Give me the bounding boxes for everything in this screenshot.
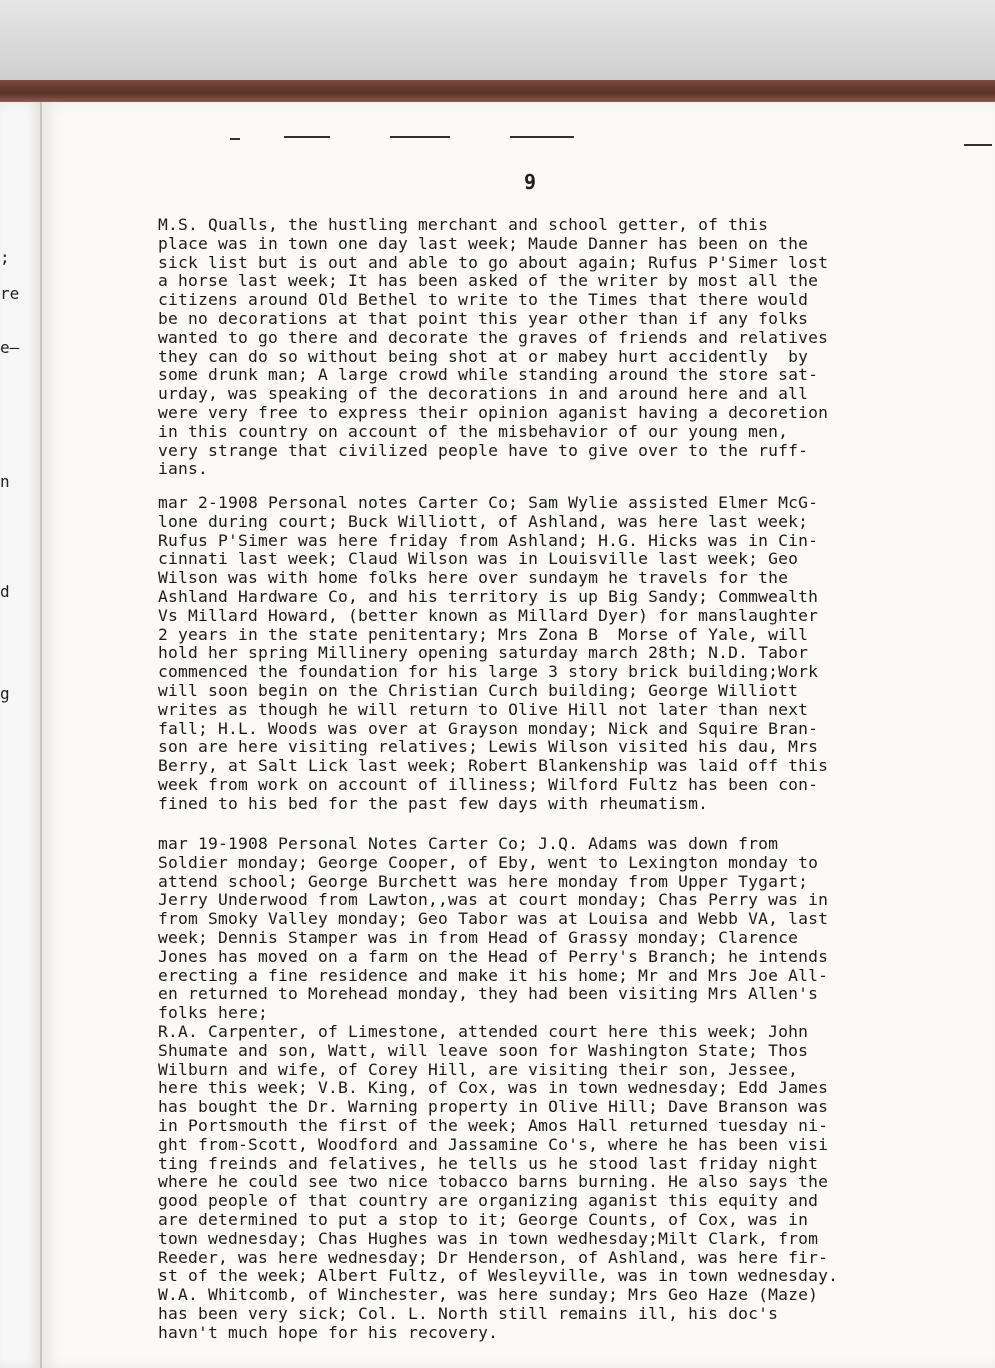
scan-background-top bbox=[0, 0, 995, 80]
left-page-fragment: re bbox=[0, 284, 20, 303]
left-page-edge bbox=[0, 102, 42, 1368]
left-page-fragment: d bbox=[0, 582, 10, 601]
left-page-fragment: g bbox=[0, 684, 10, 703]
header-dash bbox=[390, 136, 450, 138]
left-page-fragment: n bbox=[0, 472, 10, 491]
entry-paragraph-2: mar 2-1908 Personal notes Carter Co; Sam Wylie assisted Elmer McG- lone during court; Buck Williott, of Ashland, was here last week; Rufus P'Simer was here friday from Ashland; H.G. Hicks was in Cin- cinnati last week; Claud Wilson was in Louisville last week; Geo Wilson was with home folks here over sundaym he travels for the Ashland Hardware Co, and his territory is up Big Sandy; Commwealth Vs Millard Howard, (better known as Millard Dyer) for manslaughter 2 years in the state penitentary; Mrs Zona B Morse of Yale, will hold her spring Millinery opening saturday march 28th; N.D. Tabor commenced the foundation for his large 3 story brick building;Work will soon begin on the Christian Curch building; George Williott writes as though he will return to Olive Hill not later than next fall; H.L. Woods was over at Grayson monday; Nick and Squire Bran- son are here visiting relatives; Lewis Wilson visited his dau, Mrs Berry, at Salt Lick last week; Robert Blankenship was laid off this week from work on account of illiness; Wilford Fultz has been con- fined to his bed for the past few days with rheumatism. bbox=[158, 493, 829, 813]
header-dash bbox=[284, 136, 330, 138]
header-dash bbox=[964, 144, 992, 146]
entry-paragraph-3: mar 19-1908 Personal Notes Carter Co; J.Q. Adams was down from Soldier monday; George Cooper, of Eby, went to Lexington monday to attend school; George Burchett was here monday from Upper Tygart; Jerry Underwood from Lawton,,was at court monday; Chas Perry was in from Smoky Valley monday; Geo Tabor was at Louisa and Webb VA, last week; Dennis Stamper was in from Head of Grassy monday; Clarence Jones has moved on a farm on the Head of Perry's Branch; he intends erecting a fine residence and make it his home; Mr and Mrs Joe All- en returned to Morehead monday, they had been visiting Mrs Allen's folks here; R.A. Carpenter, of Limestone, attended court here this week; John Shumate and son, Watt, will leave soon for Washington State; Thos Wilburn and wife, of Corey Hill, are visiting their son, Jessee, here this week; V.B. King, of Cox, was in town wednesday; Edd James has bought the Dr. Warning property in Olive Hill; Dave Branson was in Portsmouth the first of the week; Amos Hall returned tuesday ni- ght from-Scott, Woodford and Jassamine Co's, where he has been visi ting freinds and felatives, he tells us he stood last friday night where he could see two nice tobacco barns burning. He also says the good people of that country are organizing aganist this equity and are determined to put a stop to it; George Counts, of Cox, was in town wednesday; Chas Hughes was in town wedhesday;Milt Clark, from Reeder, was here wednesday; Dr Henderson, of Ashland, was here fir- st of the week; Albert Fultz, of Wesleyville, was in town wednesday. W.A. Whitcomb, of Winchester, was here sunday; Mrs Geo Haze (Maze) has been very sick; Col. L. North still remains ill, his doc's havn't much hope for his recovery. bbox=[158, 834, 839, 1342]
header-dash bbox=[510, 136, 574, 138]
left-page-fragment: e– bbox=[0, 338, 20, 357]
page-number: 9 bbox=[524, 170, 537, 194]
left-page-fragment: ; bbox=[0, 248, 10, 267]
book-binding-edge bbox=[0, 80, 995, 102]
entry-paragraph-1: M.S. Qualls, the hustling merchant and school getter, of this place was in town one day last week; Maude Danner has been on the sick list but is out and able to go about again; Rufus P'Simer lost a horse last week; It has been asked of the writer by most all the citizens around Old Bethel to write to the Times that there would be no decorations at that point this year other than if any folks wanted to go there and decorate the graves of friends and relatives they can do so without being shot at or mabey hurt accidently by some drunk man; A large crowd while standing around the store sat- urday, was speaking of the decorations in and around here and all were very free to express their opinion aganist having a decoretion in this country on account of the misbehavior of our young men, very strange that civilized people have to give over to the ruff- ians. bbox=[158, 215, 829, 479]
document-page bbox=[42, 102, 995, 1368]
header-dash bbox=[230, 138, 240, 140]
